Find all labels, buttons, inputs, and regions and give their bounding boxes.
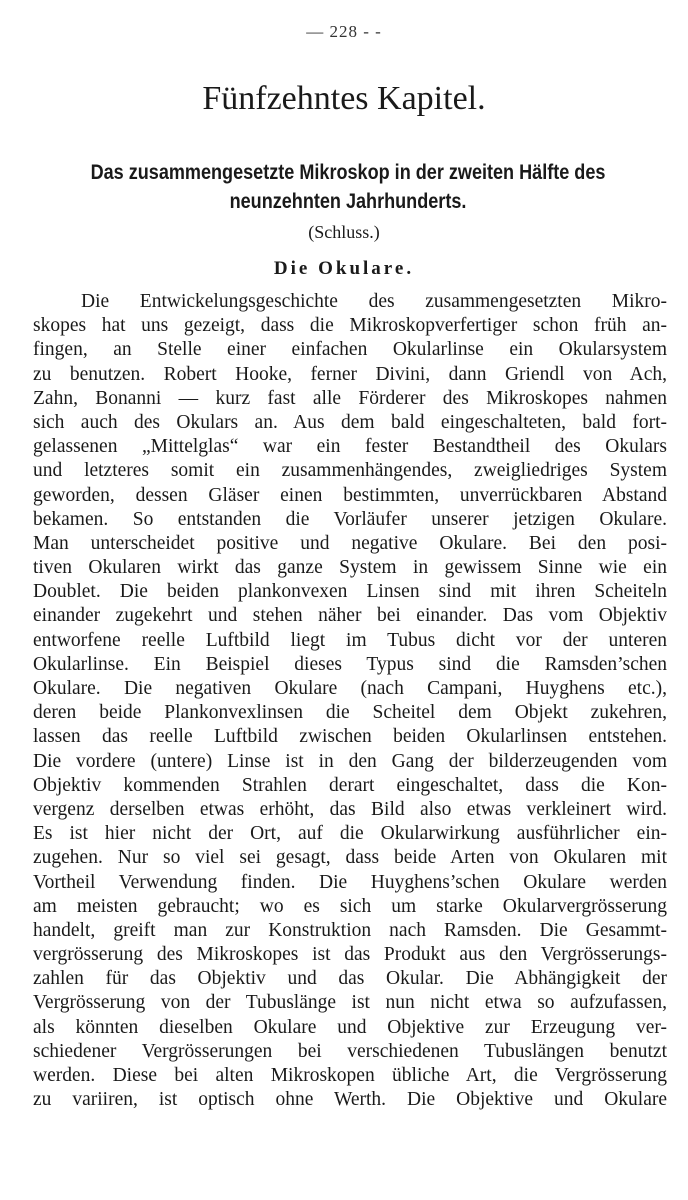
body-line: geworden, dessen Gläser einen bestimmten, unverrückbaren Abstand <box>33 484 667 506</box>
body-line: lassen das reelle Luftbild zwischen beiden Okularlinsen entstehen. <box>33 726 667 748</box>
body-line: sich auch des Okulars an. Aus dem bald eingeschalteten, bald fort- <box>33 411 667 433</box>
body-line: als könnten dieselben Okulare und Objektive zur Erzeugung ver- <box>33 1016 667 1038</box>
section-heading-line-1: Das zusammengesetzte Mikroskop in der zweiten Hälfte des <box>90 161 606 184</box>
body-line: bekamen. So entstanden die Vorläufer unserer jetzigen Okulare. <box>33 508 667 530</box>
body-line: am meisten gebraucht; wo es sich um starke Okularvergrösserung <box>33 895 667 917</box>
body-line: einander zugekehrt und stehen näher bei einander. Das vom Objektiv <box>33 605 667 627</box>
body-line: vergrösserung des Mikroskopes ist das Produkt aus den Vergrösserungs- <box>33 944 667 966</box>
body-line: Vortheil Verwendung finden. Die Huyghens’schen Okulare werden <box>33 871 667 893</box>
body-line: skopes hat uns gezeigt, dass die Mikroskopverfertiger schon früh an- <box>33 315 667 337</box>
body-line: Die Entwickelungsgeschichte des zusammengesetzten Mikro- <box>81 291 667 312</box>
body-line: entworfene reelle Luftbild liegt im Tubus dicht vor der unteren <box>33 629 667 651</box>
body-line: Objektiv kommenden Strahlen derart eingeschaltet, dass die Kon- <box>33 774 667 796</box>
body-line: Doublet. Die beiden plankonvexen Linsen sind mit ihren Scheiteln <box>33 581 667 603</box>
body-line: schiedener Vergrösserungen bei verschiedenen Tubuslängen benutzt <box>33 1040 667 1062</box>
subheading: Die Okulare. <box>273 258 415 279</box>
body-line: handelt, greift man zur Konstruktion nach Ramsden. Die Gesammt- <box>33 919 667 941</box>
body-line: Vergrösserung von der Tubuslänge ist nun nicht etwa so aufzufassen, <box>33 992 667 1014</box>
body-line: Es ist hier nicht der Ort, auf die Okularwirkung ausführlicher ein- <box>33 823 667 845</box>
section-heading <box>75 158 622 216</box>
page-number: — 228 - - <box>306 22 382 41</box>
body-line: vergenz derselben etwas erhöht, das Bild also etwas verkleinert wird. <box>33 798 667 820</box>
body-text <box>33 290 667 1112</box>
body-line: Man unterscheidet positive und negative Okulare. Bei den posi- <box>33 532 667 554</box>
body-line: Zahn, Bonanni — kurz fast alle Förderer des Mikroskopes nahmen <box>33 387 667 409</box>
body-line: zu variiren, ist optisch ohne Werth. Die Objektive und Okulare <box>33 1089 667 1111</box>
chapter-title: Fünfzehntes Kapitel. <box>202 80 486 117</box>
body-line: zahlen für das Objektiv und das Okular. Die Abhängigkeit der <box>33 968 667 990</box>
body-line: und letzteres somit ein zusammenhängendes, zweigliedriges System <box>33 460 667 482</box>
body-line: deren beide Plankonvexlinsen die Scheitel dem Objekt zukehren, <box>33 702 667 724</box>
body-line: zu benutzen. Robert Hooke, ferner Divini, dann Griendl von Ach, <box>33 363 667 385</box>
body-line: zugehen. Nur so viel sei gesagt, dass beide Arten von Okularen mit <box>33 847 667 869</box>
body-line: tiven Okularen wirkt das ganze System in gewissem Sinne wie ein <box>33 557 667 579</box>
body-line: Okularlinse. Ein Beispiel dieses Typus sind die Ramsden’schen <box>33 653 667 675</box>
body-line: fingen, an Stelle einer einfachen Okularlinse ein Okularsystem <box>33 339 667 361</box>
body-line: Okulare. Die negativen Okulare (nach Campani, Huyghens etc.), <box>33 678 667 699</box>
subtitle: (Schluss.) <box>308 222 380 242</box>
body-line: Die vordere (untere) Linse ist in den Gang der bilderzeugenden vom <box>33 750 667 772</box>
body-line: werden. Diese bei alten Mikroskopen übliche Art, die Vergrösserung <box>33 1065 667 1086</box>
section-heading-line-2: neunzehnten Jahrhunderts. <box>229 190 467 213</box>
body-line: gelassenen „Mittelglas“ war ein fester Bestandtheil des Okulars <box>33 436 667 458</box>
